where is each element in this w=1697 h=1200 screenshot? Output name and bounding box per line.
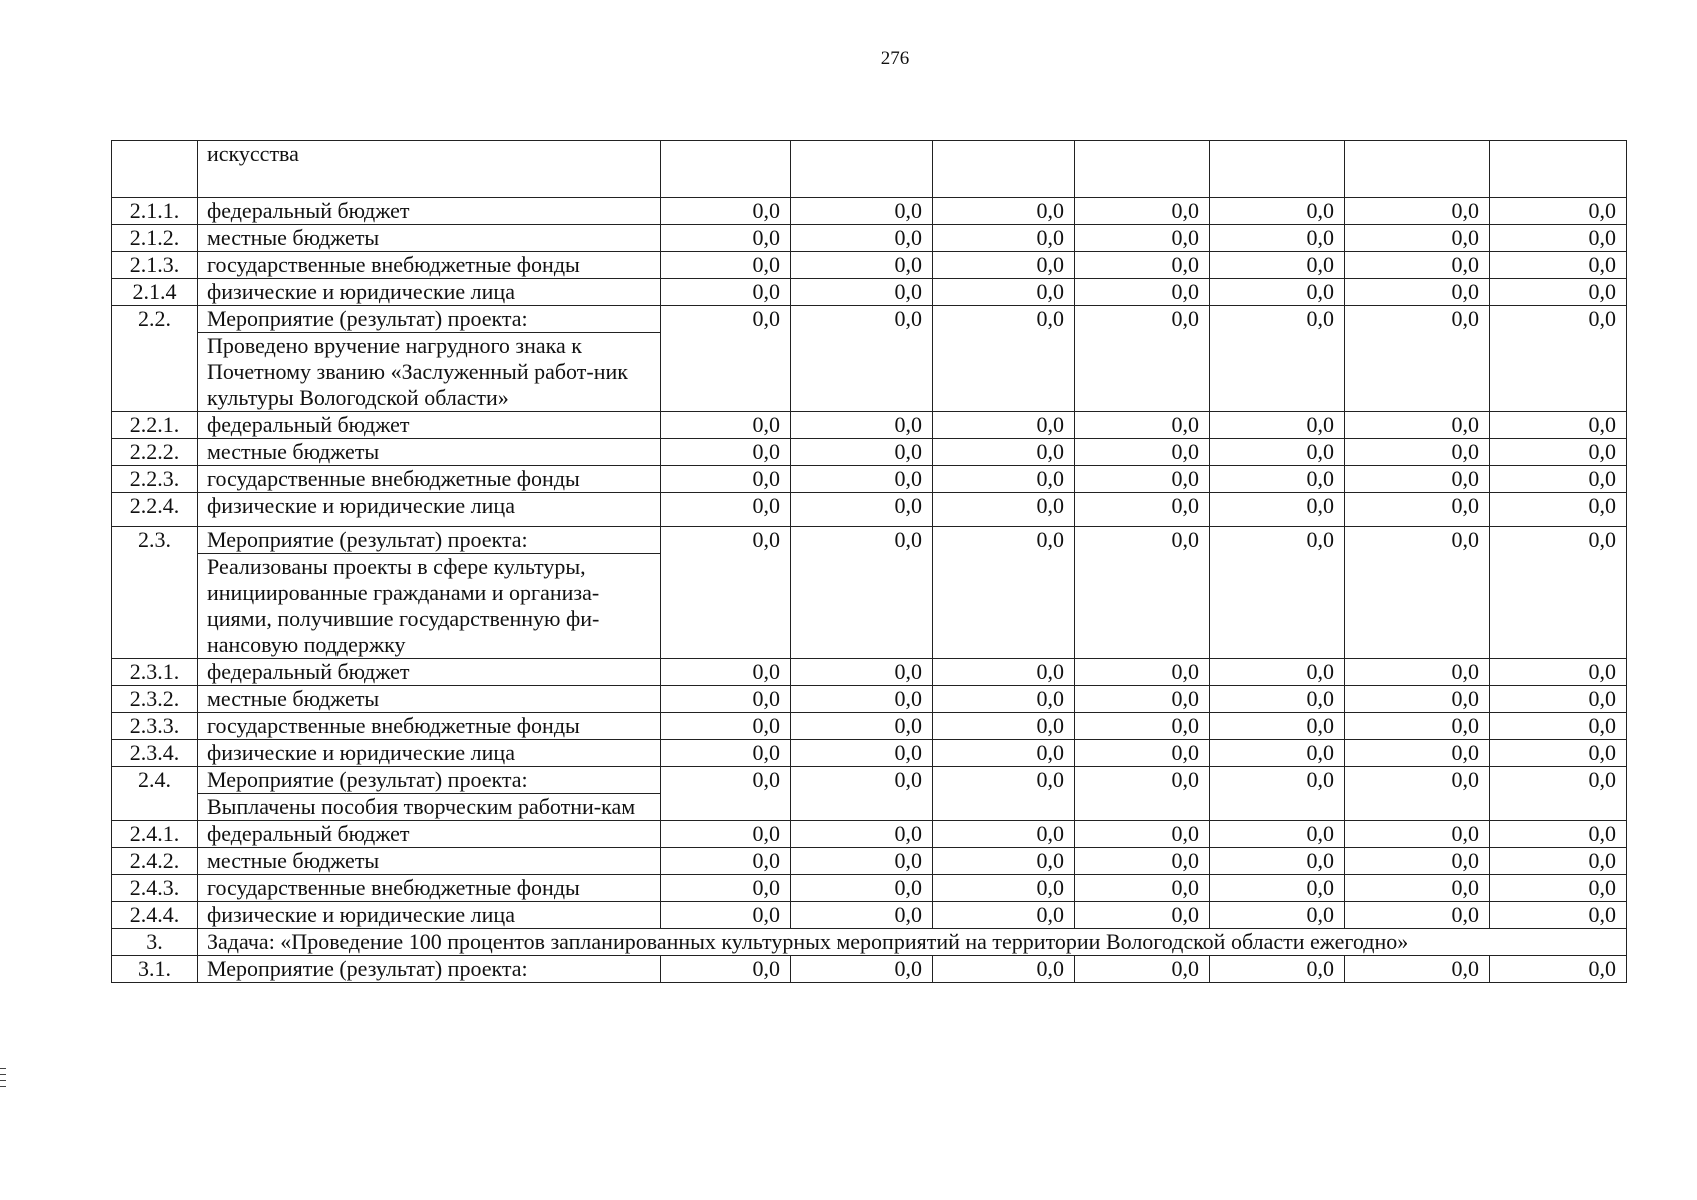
cell-value: 0,0: [1490, 412, 1627, 439]
cell-value: 0,0: [1345, 686, 1490, 713]
cell-value: 0,0: [661, 198, 791, 225]
margin-tick: [0, 1080, 6, 1081]
cell-value: 0,0: [933, 198, 1075, 225]
cell-value: 0,0: [1345, 956, 1490, 983]
cell-num: 2.1.3.: [112, 252, 198, 279]
cell-label: федеральный бюджет: [198, 659, 661, 686]
cell-value: 0,0: [1075, 956, 1210, 983]
cell-num: 2.4.: [112, 767, 198, 821]
cell-num: [112, 141, 198, 198]
cell-value: 0,0: [1345, 821, 1490, 848]
cell-value: 0,0: [1490, 821, 1627, 848]
cell-value: 0,0: [933, 848, 1075, 875]
cell-value: 0,0: [1345, 198, 1490, 225]
cell-value: 0,0: [1345, 713, 1490, 740]
cell-label: федеральный бюджет: [198, 198, 661, 225]
cell-num: 2.1.4: [112, 279, 198, 306]
cell-value: 0,0: [1490, 686, 1627, 713]
cell-value: 0,0: [1210, 659, 1345, 686]
cell-label: физические и юридические лица: [198, 740, 661, 767]
cell-value: 0,0: [1210, 279, 1345, 306]
cell-value: 0,0: [1490, 902, 1627, 929]
cell-value: 0,0: [1490, 279, 1627, 306]
cell-value: 0,0: [1490, 493, 1627, 527]
cell-value: 0,0: [791, 686, 933, 713]
cell-value: 0,0: [661, 279, 791, 306]
cell-value: 0,0: [661, 306, 791, 412]
cell-value: 0,0: [1490, 740, 1627, 767]
cell-value: 0,0: [1075, 713, 1210, 740]
cell-value: 0,0: [661, 225, 791, 252]
activity-description: Проведено вручение нагрудного знака к Почетному званию «Заслуженный работ-ник культуры Вологодской области»: [207, 333, 628, 410]
cell-value: 0,0: [661, 956, 791, 983]
cell-value: 0,0: [1490, 527, 1627, 659]
cell-value: 0,0: [661, 902, 791, 929]
cell-value: 0,0: [1490, 306, 1627, 412]
cell-value: [1075, 141, 1210, 198]
cell-value: 0,0: [1210, 713, 1345, 740]
table-row: [112, 493, 1627, 527]
cell-label: Мероприятие (результат) проекта:: [198, 956, 661, 983]
cell-value: 0,0: [1490, 466, 1627, 493]
cell-value: 0,0: [1075, 493, 1210, 527]
cell-num: 2.2.: [112, 306, 198, 412]
cell-value: 0,0: [1490, 767, 1627, 821]
cell-label: [198, 767, 661, 821]
cell-value: 0,0: [1210, 198, 1345, 225]
cell-value: 0,0: [791, 306, 933, 412]
cell-value: 0,0: [933, 875, 1075, 902]
cell-value: 0,0: [933, 225, 1075, 252]
cell-label: физические и юридические лица: [198, 902, 661, 929]
cell-value: [1490, 141, 1627, 198]
cell-value: 0,0: [791, 767, 933, 821]
cell-value: 0,0: [791, 439, 933, 466]
cell-value: 0,0: [1075, 740, 1210, 767]
cell-value: 0,0: [1075, 767, 1210, 821]
cell-value: 0,0: [661, 875, 791, 902]
cell-value: 0,0: [1210, 306, 1345, 412]
table-row-header: [112, 141, 1627, 198]
cell-num: 3.: [112, 929, 198, 956]
cell-value: 0,0: [661, 686, 791, 713]
cell-value: 0,0: [1075, 902, 1210, 929]
cell-value: 0,0: [791, 956, 933, 983]
activity-title: Мероприятие (результат) проекта:: [198, 527, 660, 554]
task-row: [112, 929, 1627, 956]
cell-value: 0,0: [1075, 252, 1210, 279]
table-row: [112, 713, 1627, 740]
cell-value: 0,0: [791, 225, 933, 252]
cell-value: 0,0: [791, 466, 933, 493]
cell-value: 0,0: [1345, 306, 1490, 412]
cell-num: 2.3.2.: [112, 686, 198, 713]
table-row: [112, 412, 1627, 439]
table-body: [112, 141, 1627, 983]
cell-value: 0,0: [661, 713, 791, 740]
cell-value: 0,0: [1490, 252, 1627, 279]
cell-label: федеральный бюджет: [198, 412, 661, 439]
cell-value: 0,0: [1075, 225, 1210, 252]
cell-value: 0,0: [661, 466, 791, 493]
table-row: [112, 848, 1627, 875]
cell-label: искусства: [198, 141, 661, 198]
cell-label: местные бюджеты: [198, 848, 661, 875]
cell-value: 0,0: [1210, 466, 1345, 493]
cell-value: 0,0: [1345, 767, 1490, 821]
cell-value: 0,0: [1490, 198, 1627, 225]
cell-value: 0,0: [1345, 252, 1490, 279]
activity-title: Мероприятие (результат) проекта:: [198, 767, 660, 794]
cell-num: 2.2.4.: [112, 493, 198, 527]
cell-value: 0,0: [933, 713, 1075, 740]
cell-value: 0,0: [1075, 279, 1210, 306]
cell-value: 0,0: [661, 821, 791, 848]
cell-value: 0,0: [661, 439, 791, 466]
cell-value: 0,0: [1210, 439, 1345, 466]
cell-value: 0,0: [1075, 527, 1210, 659]
cell-label: местные бюджеты: [198, 225, 661, 252]
cell-value: 0,0: [1490, 225, 1627, 252]
cell-label: федеральный бюджет: [198, 821, 661, 848]
cell-value: 0,0: [933, 466, 1075, 493]
cell-value: 0,0: [661, 848, 791, 875]
cell-value: 0,0: [1075, 659, 1210, 686]
cell-value: 0,0: [1345, 279, 1490, 306]
cell-value: 0,0: [791, 198, 933, 225]
margin-tick: [0, 1068, 6, 1069]
budget-table-container: [111, 140, 1626, 983]
cell-value: 0,0: [1345, 439, 1490, 466]
table-row: [112, 740, 1627, 767]
budget-table: [111, 140, 1627, 983]
cell-value: 0,0: [1490, 875, 1627, 902]
cell-value: 0,0: [1210, 821, 1345, 848]
table-row: [112, 466, 1627, 493]
cell-num: 2.2.1.: [112, 412, 198, 439]
cell-value: 0,0: [933, 252, 1075, 279]
cell-value: 0,0: [1075, 439, 1210, 466]
cell-value: 0,0: [1345, 225, 1490, 252]
cell-num: 2.4.1.: [112, 821, 198, 848]
cell-value: [1210, 141, 1345, 198]
cell-value: 0,0: [933, 821, 1075, 848]
cell-value: 0,0: [661, 659, 791, 686]
cell-value: 0,0: [1345, 902, 1490, 929]
cell-value: 0,0: [1075, 821, 1210, 848]
cell-value: 0,0: [933, 412, 1075, 439]
cell-value: 0,0: [933, 902, 1075, 929]
table-row: [112, 875, 1627, 902]
cell-value: 0,0: [1210, 767, 1345, 821]
cell-value: 0,0: [791, 412, 933, 439]
cell-label: государственные внебюджетные фонды: [198, 466, 661, 493]
cell-num: 3.1.: [112, 956, 198, 983]
cell-num: 2.4.3.: [112, 875, 198, 902]
activity-description: Выплачены пособия творческим работни-кам: [207, 794, 636, 819]
cell-value: 0,0: [1210, 902, 1345, 929]
cell-value: 0,0: [1345, 412, 1490, 439]
activity-description: Реализованы проекты в сфере культуры, инициированные гражданами и организа-циями, получившие государственную фи-нансовую поддержку: [207, 554, 600, 657]
cell-value: 0,0: [933, 306, 1075, 412]
table-row: [112, 527, 1627, 659]
cell-value: 0,0: [1210, 956, 1345, 983]
cell-value: 0,0: [1075, 875, 1210, 902]
cell-value: 0,0: [1210, 225, 1345, 252]
cell-num: 2.2.2.: [112, 439, 198, 466]
cell-value: 0,0: [1210, 848, 1345, 875]
cell-value: 0,0: [933, 279, 1075, 306]
cell-label: государственные внебюджетные фонды: [198, 713, 661, 740]
cell-num: 2.3.3.: [112, 713, 198, 740]
cell-value: 0,0: [933, 493, 1075, 527]
cell-value: 0,0: [791, 279, 933, 306]
cell-value: [1345, 141, 1490, 198]
cell-value: 0,0: [1210, 875, 1345, 902]
cell-value: 0,0: [661, 412, 791, 439]
cell-value: 0,0: [933, 956, 1075, 983]
table-row: [112, 821, 1627, 848]
cell-value: 0,0: [661, 740, 791, 767]
cell-value: 0,0: [791, 252, 933, 279]
cell-value: 0,0: [791, 875, 933, 902]
cell-num: 2.3.4.: [112, 740, 198, 767]
cell-value: 0,0: [1490, 848, 1627, 875]
cell-value: 0,0: [933, 686, 1075, 713]
cell-label: государственные внебюджетные фонды: [198, 875, 661, 902]
table-row: [112, 956, 1627, 983]
task-text: Задача: «Проведение 100 процентов запланированных культурных мероприятий на территории Вологодской области ежегодно»: [198, 929, 1627, 956]
cell-value: 0,0: [1490, 659, 1627, 686]
cell-value: 0,0: [1345, 848, 1490, 875]
cell-label: [198, 306, 661, 412]
cell-value: 0,0: [933, 527, 1075, 659]
cell-value: 0,0: [1075, 306, 1210, 412]
cell-value: 0,0: [1210, 740, 1345, 767]
cell-value: 0,0: [1210, 527, 1345, 659]
cell-value: 0,0: [791, 821, 933, 848]
margin-tick: [0, 1086, 6, 1087]
cell-value: [933, 141, 1075, 198]
margin-marks: [0, 1068, 6, 1092]
cell-num: 2.4.4.: [112, 902, 198, 929]
cell-label: местные бюджеты: [198, 686, 661, 713]
cell-value: 0,0: [661, 252, 791, 279]
cell-value: 0,0: [791, 659, 933, 686]
margin-tick: [0, 1074, 6, 1075]
cell-value: 0,0: [1345, 493, 1490, 527]
cell-value: 0,0: [1345, 875, 1490, 902]
cell-label: физические и юридические лица: [198, 493, 661, 527]
table-row: [112, 306, 1627, 412]
cell-value: 0,0: [933, 767, 1075, 821]
cell-num: 2.3.1.: [112, 659, 198, 686]
cell-num: 2.3.: [112, 527, 198, 659]
cell-label: [198, 527, 661, 659]
cell-value: 0,0: [1490, 713, 1627, 740]
activity-title: Мероприятие (результат) проекта:: [198, 306, 660, 333]
cell-value: 0,0: [791, 493, 933, 527]
cell-value: 0,0: [1075, 686, 1210, 713]
cell-num: 2.2.3.: [112, 466, 198, 493]
cell-value: 0,0: [791, 713, 933, 740]
cell-value: 0,0: [791, 848, 933, 875]
cell-value: 0,0: [1075, 848, 1210, 875]
table-row: [112, 225, 1627, 252]
cell-label: государственные внебюджетные фонды: [198, 252, 661, 279]
cell-value: 0,0: [791, 740, 933, 767]
cell-value: 0,0: [1075, 198, 1210, 225]
table-row: [112, 659, 1627, 686]
cell-value: 0,0: [1345, 527, 1490, 659]
table-row: [112, 252, 1627, 279]
cell-value: 0,0: [1210, 686, 1345, 713]
cell-label: местные бюджеты: [198, 439, 661, 466]
cell-value: 0,0: [791, 902, 933, 929]
cell-value: [661, 141, 791, 198]
cell-value: 0,0: [933, 659, 1075, 686]
cell-value: 0,0: [1210, 412, 1345, 439]
cell-value: 0,0: [1210, 252, 1345, 279]
cell-value: [791, 141, 933, 198]
page-number: 276: [880, 48, 910, 69]
cell-value: 0,0: [661, 493, 791, 527]
cell-value: 0,0: [791, 527, 933, 659]
cell-value: 0,0: [661, 767, 791, 821]
cell-num: 2.1.2.: [112, 225, 198, 252]
cell-num: 2.1.1.: [112, 198, 198, 225]
table-row: [112, 902, 1627, 929]
cell-num: 2.4.2.: [112, 848, 198, 875]
cell-value: 0,0: [1075, 466, 1210, 493]
cell-value: 0,0: [933, 740, 1075, 767]
cell-value: 0,0: [661, 527, 791, 659]
table-row: [112, 439, 1627, 466]
table-row: [112, 686, 1627, 713]
table-row: [112, 198, 1627, 225]
cell-value: 0,0: [1345, 466, 1490, 493]
cell-value: 0,0: [1210, 493, 1345, 527]
cell-value: 0,0: [1345, 740, 1490, 767]
table-row: [112, 767, 1627, 821]
cell-label: физические и юридические лица: [198, 279, 661, 306]
cell-value: 0,0: [1490, 439, 1627, 466]
table-row: [112, 279, 1627, 306]
cell-value: 0,0: [1490, 956, 1627, 983]
cell-value: 0,0: [1075, 412, 1210, 439]
cell-value: 0,0: [1345, 659, 1490, 686]
cell-value: 0,0: [933, 439, 1075, 466]
